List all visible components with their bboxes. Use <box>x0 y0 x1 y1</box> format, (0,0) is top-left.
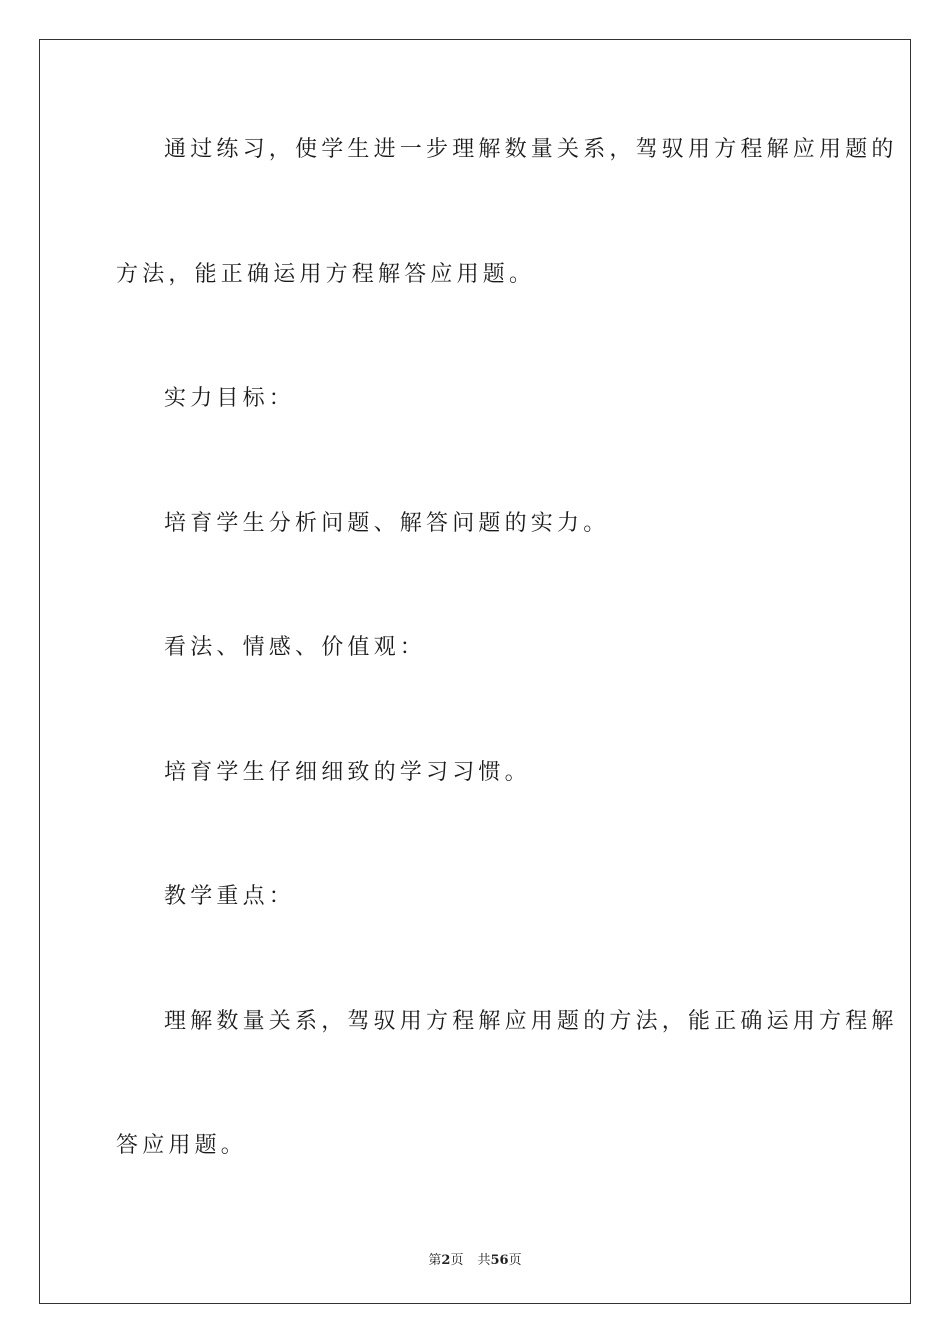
paragraph-line-4: 培育学生仔细细致的学习习惯。 <box>164 760 531 785</box>
section-heading-attitude: 看法、情感、价值观： <box>164 635 427 660</box>
paragraph-line-6: 答应用题。 <box>116 1133 248 1158</box>
total-prefix: 共 <box>477 1253 491 1268</box>
paragraph-line-5: 理解数量关系，驾驭用方程解应用题的方法，能正确运用方程解 <box>164 1009 898 1034</box>
paragraph-line-1: 通过练习，使学生进一步理解数量关系，驾驭用方程解应用题的 <box>164 137 898 162</box>
total-pages: 56 <box>490 1253 509 1268</box>
section-heading-key-points: 教学重点： <box>164 884 296 909</box>
page-number: 2 <box>441 1253 451 1268</box>
page-prefix: 第 <box>428 1253 442 1268</box>
page-suffix: 页 <box>450 1253 464 1268</box>
paragraph-line-2: 方法，能正确运用方程解答应用题。 <box>116 262 536 287</box>
page-footer <box>0 1249 950 1268</box>
section-heading-ability: 实力目标： <box>164 386 296 411</box>
page-frame <box>39 39 911 1304</box>
paragraph-line-3: 培育学生分析问题、解答问题的实力。 <box>164 511 610 536</box>
total-suffix: 页 <box>508 1253 522 1268</box>
